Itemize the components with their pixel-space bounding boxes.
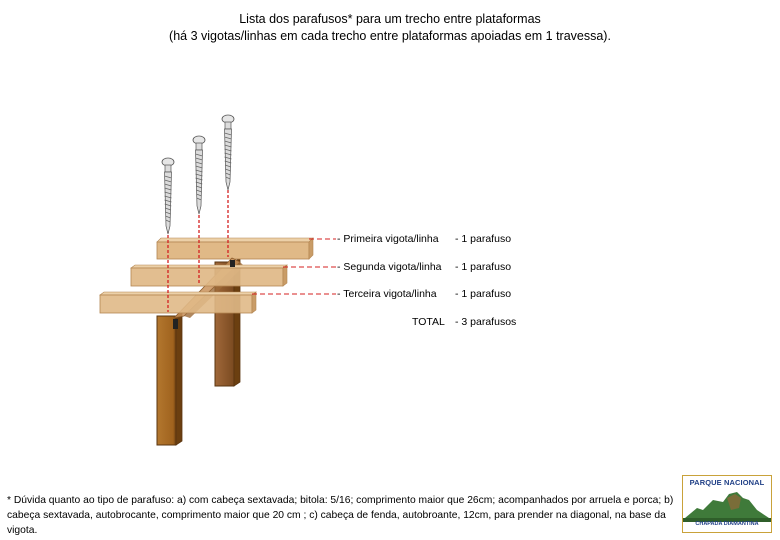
total-count: - 3 parafusos — [455, 316, 517, 328]
screw-3 — [222, 115, 234, 190]
joist-2 — [131, 265, 287, 286]
row-1-count: - 1 parafuso — [455, 233, 512, 245]
title-line-2: (há 3 vigotas/linhas em cada trecho entre plataformas apoiadas em 1 travessa). — [169, 29, 611, 43]
bracket-front — [173, 319, 178, 329]
bracket-back — [230, 260, 235, 267]
joist-1 — [157, 238, 313, 259]
logo-bottom-text: CHAPADA DIAMANTINA — [695, 521, 759, 527]
total-name: TOTAL — [412, 316, 445, 328]
footnote: * Dúvida quanto ao tipo de parafuso: a) com cabeça sextavada; bitola: 5/16; comprimento maior que 26cm; acompanhados por arruela e porca; b) cabeça sextavada, autobrocante, comprimento maior que 20 cm ; c) cabeça de fenda, autobroante, 12cm, para prender na diagonal, na base da vigota. — [7, 495, 674, 536]
logo-top-text: PARQUE NACIONAL — [689, 478, 765, 487]
row-3-name: - Terceira vigota/linha — [337, 288, 437, 300]
screw-1 — [162, 158, 174, 234]
mountain-icon — [683, 488, 771, 522]
screw-2 — [193, 136, 205, 214]
row-2-count: - 1 parafuso — [455, 261, 512, 273]
park-logo — [682, 475, 772, 533]
row-3-count: - 1 parafuso — [455, 288, 512, 300]
front-post — [157, 312, 182, 445]
title-line-1: Lista dos parafusos* para um trecho entre plataformas — [239, 12, 541, 26]
row-1-name: - Primeira vigota/linha — [337, 233, 439, 245]
row-2-name: - Segunda vigota/linha — [337, 261, 442, 273]
joist-3 — [100, 292, 256, 313]
